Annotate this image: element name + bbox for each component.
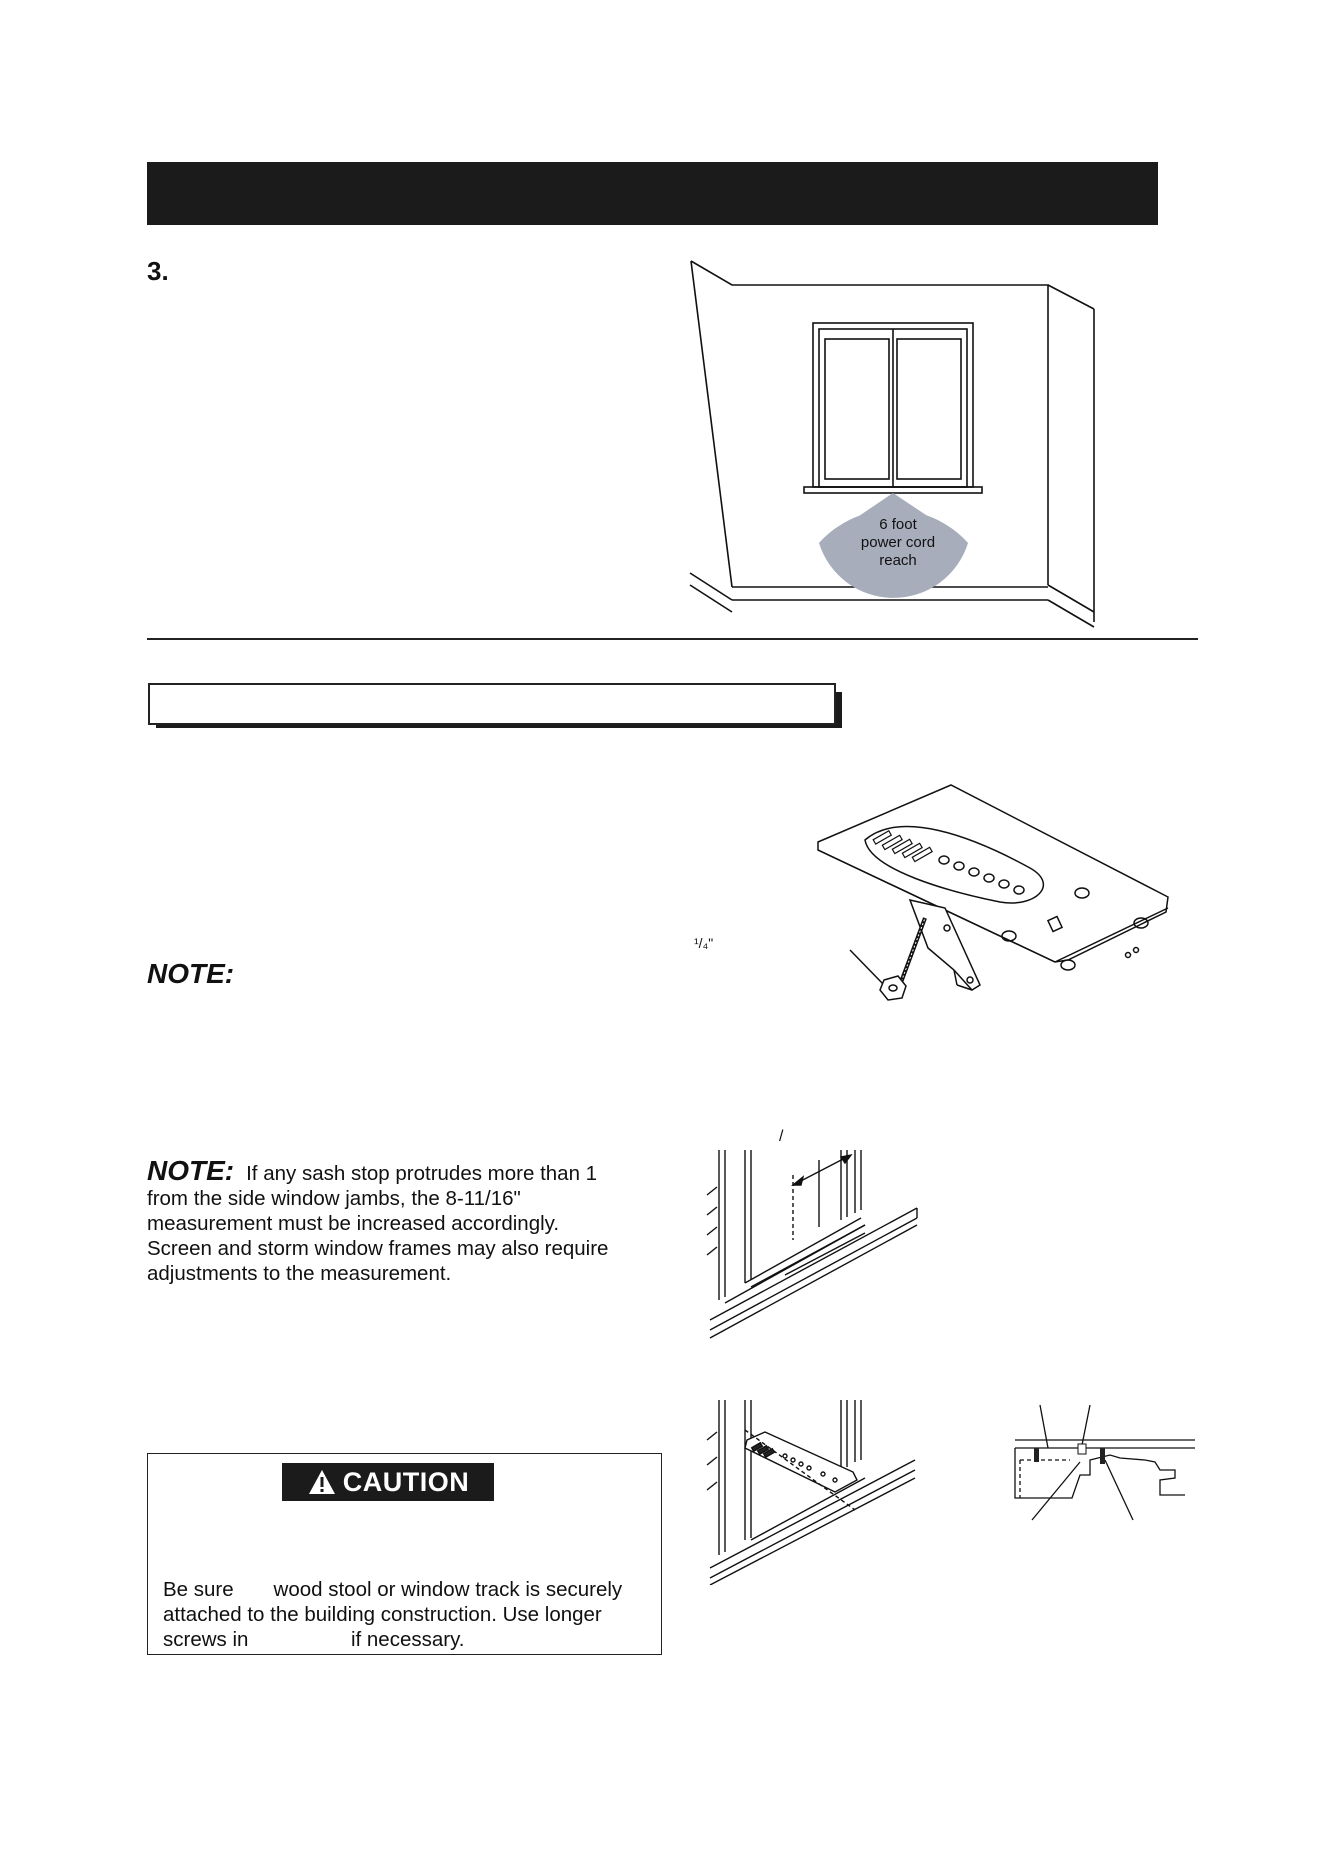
section-divider <box>147 638 1198 640</box>
note-label: NOTE: <box>147 1155 235 1186</box>
caution-line: Be sure wood stool or window track is securely <box>163 1578 623 1601</box>
caution-line: attached to the building construction. Use longer <box>163 1603 602 1626</box>
fraction-label: ¹/₄" <box>694 935 714 951</box>
cord-label-line: 6 foot <box>879 516 917 533</box>
sill-section-illustration <box>1010 1400 1200 1530</box>
header-bar <box>147 162 1158 225</box>
room-window-illustration <box>685 255 1105 630</box>
note-line: adjustments to the measurement. <box>147 1262 452 1285</box>
sash-stop-note <box>147 1155 677 1286</box>
caution-badge <box>282 1463 494 1501</box>
note-line: Screen and storm window frames may also require <box>147 1237 609 1260</box>
note-line: measurement must be increased accordingly. <box>147 1212 560 1235</box>
jamb-slash: / <box>779 1128 784 1145</box>
note-line: from the side window jambs, the 8-11/16" <box>147 1187 521 1210</box>
sill-bracket-illustration <box>810 780 1180 1020</box>
cord-label-line: reach <box>879 552 917 569</box>
cord-label-line: power cord <box>860 534 936 551</box>
caution-line: screws in if necessary. <box>163 1628 465 1651</box>
step-number: 3. <box>147 256 169 286</box>
warning-icon <box>307 1468 337 1496</box>
bracket-on-sill-illustration <box>705 1390 920 1585</box>
note-label: NOTE: <box>147 958 235 989</box>
caution-box <box>147 1453 662 1655</box>
cord-reach-label <box>850 516 946 570</box>
section-heading-box <box>148 683 836 725</box>
window-jamb-illustration <box>705 1125 925 1340</box>
caution-title: CAUTION <box>342 1466 470 1497</box>
note-line: If any sash stop protrudes more than 1 <box>246 1162 598 1185</box>
